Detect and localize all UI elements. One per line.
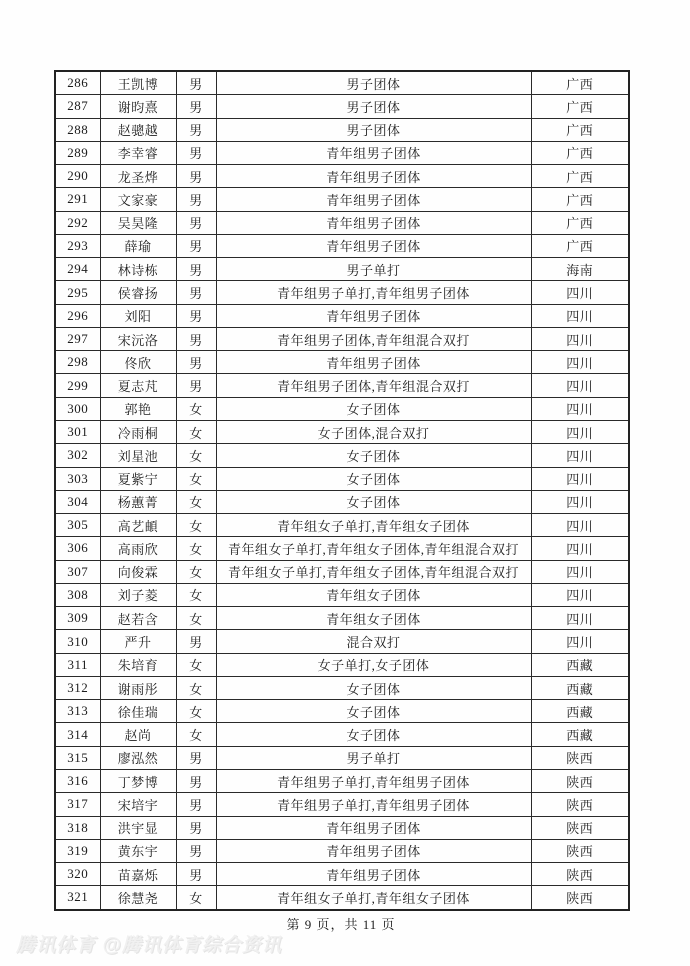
cell-no: 311 (55, 653, 100, 676)
cell-name: 刘阳 (100, 304, 176, 327)
cell-name: 向俊霖 (100, 560, 176, 583)
cell-province: 四川 (531, 583, 629, 606)
cell-province: 四川 (531, 467, 629, 490)
cell-name: 吴昊隆 (100, 211, 176, 234)
cell-gender: 男 (176, 839, 216, 862)
cell-events: 女子团体 (216, 490, 531, 513)
cell-events: 青年组男子单打,青年组男子团体 (216, 281, 531, 304)
roster-table-body (55, 71, 629, 910)
cell-gender: 男 (176, 211, 216, 234)
cell-gender: 男 (176, 118, 216, 141)
cell-gender: 女 (176, 420, 216, 443)
cell-gender: 男 (176, 234, 216, 257)
cell-gender: 男 (176, 258, 216, 281)
cell-no: 318 (55, 816, 100, 839)
cell-name: 朱培育 (100, 653, 176, 676)
cell-gender: 男 (176, 374, 216, 397)
cell-events: 青年组男子团体 (216, 816, 531, 839)
cell-gender: 女 (176, 700, 216, 723)
cell-events: 青年组女子单打,青年组女子团体,青年组混合双打 (216, 560, 531, 583)
cell-gender: 男 (176, 165, 216, 188)
cell-no: 291 (55, 188, 100, 211)
cell-name: 李幸睿 (100, 141, 176, 164)
cell-name: 龙圣烨 (100, 165, 176, 188)
table-row (55, 886, 629, 910)
cell-events: 青年组女子团体 (216, 607, 531, 630)
cell-province: 四川 (531, 607, 629, 630)
cell-province: 广西 (531, 118, 629, 141)
cell-gender: 男 (176, 769, 216, 792)
cell-no: 303 (55, 467, 100, 490)
cell-gender: 女 (176, 886, 216, 910)
cell-events: 女子团体 (216, 700, 531, 723)
table-row (55, 351, 629, 374)
cell-no: 315 (55, 746, 100, 769)
cell-province: 陕西 (531, 816, 629, 839)
table-row (55, 583, 629, 606)
cell-name: 夏志芃 (100, 374, 176, 397)
cell-events: 青年组男子团体,青年组混合双打 (216, 374, 531, 397)
table-row (55, 839, 629, 862)
cell-name: 文家豪 (100, 188, 176, 211)
cell-name: 林诗栋 (100, 258, 176, 281)
cell-name: 丁梦博 (100, 769, 176, 792)
cell-no: 295 (55, 281, 100, 304)
cell-gender: 女 (176, 490, 216, 513)
table-row (55, 234, 629, 257)
cell-name: 宋培宇 (100, 793, 176, 816)
cell-name: 薛瑜 (100, 234, 176, 257)
cell-events: 青年组男子团体 (216, 234, 531, 257)
cell-name: 郭艳 (100, 397, 176, 420)
cell-name: 苗嘉烁 (100, 863, 176, 886)
cell-province: 广西 (531, 234, 629, 257)
cell-province: 四川 (531, 420, 629, 443)
cell-no: 306 (55, 537, 100, 560)
cell-no: 319 (55, 839, 100, 862)
table-row (55, 71, 629, 95)
table-row (55, 607, 629, 630)
cell-events: 青年组男子团体 (216, 351, 531, 374)
cell-name: 宋沅洛 (100, 327, 176, 350)
cell-no: 289 (55, 141, 100, 164)
cell-name: 高雨欣 (100, 537, 176, 560)
cell-no: 302 (55, 444, 100, 467)
cell-events: 男子单打 (216, 258, 531, 281)
cell-no: 288 (55, 118, 100, 141)
cell-province: 广西 (531, 71, 629, 95)
cell-name: 徐佳瑞 (100, 700, 176, 723)
cell-name: 洪宇显 (100, 816, 176, 839)
cell-province: 陕西 (531, 863, 629, 886)
cell-no: 287 (55, 95, 100, 118)
cell-province: 陕西 (531, 769, 629, 792)
cell-gender: 女 (176, 514, 216, 537)
cell-no: 290 (55, 165, 100, 188)
cell-gender: 男 (176, 630, 216, 653)
cell-no: 310 (55, 630, 100, 653)
cell-events: 青年组男子团体 (216, 141, 531, 164)
cell-events: 女子团体 (216, 676, 531, 699)
cell-gender: 男 (176, 351, 216, 374)
cell-province: 四川 (531, 304, 629, 327)
table-row (55, 397, 629, 420)
cell-gender: 男 (176, 327, 216, 350)
cell-no: 292 (55, 211, 100, 234)
cell-events: 女子团体 (216, 397, 531, 420)
cell-events: 青年组男子单打,青年组男子团体 (216, 769, 531, 792)
cell-name: 黄东宇 (100, 839, 176, 862)
cell-name: 冷雨桐 (100, 420, 176, 443)
cell-events: 女子团体 (216, 444, 531, 467)
cell-no: 301 (55, 420, 100, 443)
cell-province: 陕西 (531, 793, 629, 816)
cell-province: 四川 (531, 281, 629, 304)
cell-events: 青年组男子团体 (216, 211, 531, 234)
cell-no: 307 (55, 560, 100, 583)
table-row (55, 374, 629, 397)
cell-events: 男子团体 (216, 71, 531, 95)
cell-province: 四川 (531, 537, 629, 560)
table-row (55, 211, 629, 234)
cell-province: 陕西 (531, 746, 629, 769)
cell-gender: 女 (176, 397, 216, 420)
cell-no: 304 (55, 490, 100, 513)
cell-name: 刘子菱 (100, 583, 176, 606)
cell-events: 青年组男子团体 (216, 304, 531, 327)
cell-events: 青年组男子团体 (216, 863, 531, 886)
cell-no: 313 (55, 700, 100, 723)
cell-province: 西藏 (531, 700, 629, 723)
cell-events: 女子团体 (216, 467, 531, 490)
cell-gender: 男 (176, 71, 216, 95)
cell-events: 青年组男子团体 (216, 188, 531, 211)
cell-province: 四川 (531, 490, 629, 513)
cell-province: 四川 (531, 444, 629, 467)
page-number-footer: 第 9 页，共 11 页 (286, 917, 396, 932)
cell-no: 320 (55, 863, 100, 886)
cell-events: 青年组男子团体,青年组混合双打 (216, 327, 531, 350)
cell-no: 296 (55, 304, 100, 327)
table-row (55, 258, 629, 281)
cell-events: 女子团体,混合双打 (216, 420, 531, 443)
table-row (55, 560, 629, 583)
cell-events: 男子单打 (216, 746, 531, 769)
cell-name: 赵尚 (100, 723, 176, 746)
cell-name: 高艺頔 (100, 514, 176, 537)
cell-gender: 女 (176, 607, 216, 630)
cell-events: 青年组男子单打,青年组男子团体 (216, 793, 531, 816)
cell-no: 293 (55, 234, 100, 257)
table-row (55, 95, 629, 118)
table-row (55, 281, 629, 304)
cell-province: 广西 (531, 141, 629, 164)
cell-province: 陕西 (531, 839, 629, 862)
cell-no: 314 (55, 723, 100, 746)
cell-name: 佟欣 (100, 351, 176, 374)
cell-events: 青年组女子单打,青年组女子团体 (216, 886, 531, 910)
cell-gender: 男 (176, 863, 216, 886)
table-row (55, 769, 629, 792)
cell-events: 青年组男子团体 (216, 839, 531, 862)
table-row (55, 444, 629, 467)
cell-province: 西藏 (531, 653, 629, 676)
cell-province: 西藏 (531, 676, 629, 699)
cell-name: 严升 (100, 630, 176, 653)
cell-gender: 女 (176, 537, 216, 560)
cell-province: 四川 (531, 327, 629, 350)
cell-no: 299 (55, 374, 100, 397)
cell-province: 海南 (531, 258, 629, 281)
cell-no: 316 (55, 769, 100, 792)
table-row (55, 630, 629, 653)
cell-no: 308 (55, 583, 100, 606)
table-row (55, 304, 629, 327)
cell-gender: 男 (176, 793, 216, 816)
cell-gender: 男 (176, 304, 216, 327)
table-row (55, 514, 629, 537)
cell-no: 321 (55, 886, 100, 910)
table-row (55, 863, 629, 886)
player-roster-table (54, 70, 630, 911)
cell-events: 女子团体 (216, 723, 531, 746)
cell-gender: 女 (176, 560, 216, 583)
cell-no: 286 (55, 71, 100, 95)
cell-gender: 男 (176, 281, 216, 304)
table-row (55, 816, 629, 839)
table-row (55, 467, 629, 490)
cell-events: 青年组女子团体 (216, 583, 531, 606)
cell-events: 女子单打,女子团体 (216, 653, 531, 676)
cell-no: 309 (55, 607, 100, 630)
cell-gender: 男 (176, 95, 216, 118)
cell-gender: 女 (176, 444, 216, 467)
cell-gender: 女 (176, 676, 216, 699)
cell-no: 312 (55, 676, 100, 699)
table-row (55, 141, 629, 164)
cell-name: 徐慧尧 (100, 886, 176, 910)
table-row (55, 327, 629, 350)
cell-name: 杨蕙菁 (100, 490, 176, 513)
cell-name: 夏紫宁 (100, 467, 176, 490)
table-row (55, 676, 629, 699)
cell-no: 297 (55, 327, 100, 350)
cell-name: 侯睿扬 (100, 281, 176, 304)
table-row (55, 793, 629, 816)
cell-events: 青年组女子单打,青年组女子团体,青年组混合双打 (216, 537, 531, 560)
cell-gender: 男 (176, 816, 216, 839)
cell-province: 四川 (531, 351, 629, 374)
table-row (55, 188, 629, 211)
cell-name: 王凯博 (100, 71, 176, 95)
table-row (55, 490, 629, 513)
cell-province: 四川 (531, 374, 629, 397)
cell-no: 294 (55, 258, 100, 281)
cell-province: 广西 (531, 95, 629, 118)
cell-no: 305 (55, 514, 100, 537)
table-row (55, 537, 629, 560)
cell-name: 谢昀熹 (100, 95, 176, 118)
cell-events: 男子团体 (216, 118, 531, 141)
table-row (55, 653, 629, 676)
cell-province: 广西 (531, 211, 629, 234)
cell-gender: 女 (176, 653, 216, 676)
cell-province: 陕西 (531, 886, 629, 910)
cell-events: 青年组男子团体 (216, 165, 531, 188)
cell-gender: 女 (176, 467, 216, 490)
cell-province: 四川 (531, 560, 629, 583)
cell-gender: 女 (176, 723, 216, 746)
cell-name: 刘星池 (100, 444, 176, 467)
cell-no: 317 (55, 793, 100, 816)
cell-province: 广西 (531, 165, 629, 188)
table-row (55, 746, 629, 769)
cell-name: 赵骢越 (100, 118, 176, 141)
table-row (55, 723, 629, 746)
table-row (55, 118, 629, 141)
table-row (55, 165, 629, 188)
table-row (55, 700, 629, 723)
watermark-text: 腾讯体育 @腾讯体育综合资讯 (16, 935, 282, 956)
cell-events: 青年组女子单打,青年组女子团体 (216, 514, 531, 537)
cell-events: 男子团体 (216, 95, 531, 118)
cell-province: 四川 (531, 397, 629, 420)
cell-gender: 男 (176, 141, 216, 164)
cell-no: 300 (55, 397, 100, 420)
cell-province: 四川 (531, 514, 629, 537)
cell-gender: 男 (176, 746, 216, 769)
cell-events: 混合双打 (216, 630, 531, 653)
cell-gender: 女 (176, 583, 216, 606)
cell-name: 赵若含 (100, 607, 176, 630)
table-row (55, 420, 629, 443)
cell-name: 谢雨彤 (100, 676, 176, 699)
cell-no: 298 (55, 351, 100, 374)
cell-province: 西藏 (531, 723, 629, 746)
cell-province: 广西 (531, 188, 629, 211)
cell-province: 四川 (531, 630, 629, 653)
cell-name: 廖泓然 (100, 746, 176, 769)
cell-gender: 男 (176, 188, 216, 211)
